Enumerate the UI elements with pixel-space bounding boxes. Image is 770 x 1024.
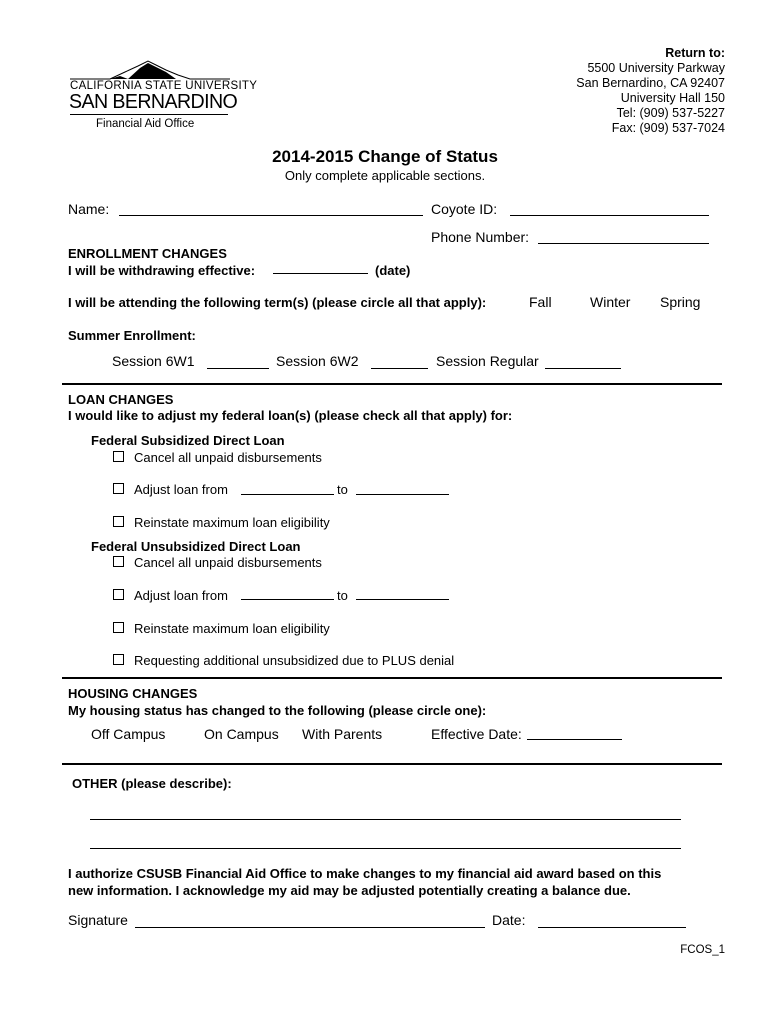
name-field[interactable] [119,215,423,216]
checkbox[interactable] [113,622,124,633]
form-code: FCOS_1 [680,944,725,956]
coyote-id-field[interactable] [510,215,709,216]
date-hint: (date) [375,263,411,278]
checkbox[interactable] [113,589,124,600]
enrollment-heading: ENROLLMENT CHANGES [68,246,227,261]
term-fall[interactable]: Fall [529,294,552,310]
withdraw-date-field[interactable] [273,273,368,274]
logo-line-3: Financial Aid Office [96,118,195,130]
summer-label: Summer Enrollment: [68,328,196,343]
checkbox[interactable] [113,516,124,527]
return-to-label: Return to: [665,46,725,60]
authorize-line-2: new information. I acknowledge my aid may be adjusted potentially creating a balance due. [68,883,631,898]
housing-heading: HOUSING CHANGES [68,686,198,701]
session-6w2-field[interactable] [371,368,428,369]
session-regular-field[interactable] [545,368,621,369]
session-6w1-label: Session 6W1 [112,353,195,369]
term-winter[interactable]: Winter [590,294,631,310]
signature-date-label: Date: [492,912,526,928]
section-divider [62,383,722,385]
housing-on-campus[interactable]: On Campus [204,726,279,742]
page-subtitle: Only complete applicable sections. [284,168,486,183]
housing-off-campus[interactable]: Off Campus [91,726,166,742]
session-6w2-label: Session 6W2 [276,353,359,369]
unsub-reinstate-label: Reinstate maximum loan eligibility [134,621,330,636]
checkbox[interactable] [113,451,124,462]
plus-denial-option[interactable] [113,653,454,668]
section-divider [62,763,722,765]
plus-denial-label: Requesting additional unsubsidized due to PLUS denial [134,653,455,668]
signature-date-field[interactable] [538,927,686,928]
unsub-to-label: to [337,588,348,603]
sub-adjust-to-field[interactable] [356,494,449,495]
coyote-id-label: Coyote ID: [431,201,498,217]
signature-field[interactable] [135,927,485,928]
loan-intro: I would like to adjust my federal loan(s) (please check all that apply) for: [68,408,513,423]
sub-reinstate-option[interactable] [113,515,330,530]
logo-line-2: SAN BERNARDINO [69,91,238,113]
unsub-adjust-label: Adjust loan from [134,588,228,603]
unsubsidized-heading: Federal Unsubsidized Direct Loan [91,539,301,554]
sub-cancel-label: Cancel all unpaid disbursements [134,450,322,465]
phone-label: Phone Number: [431,229,530,245]
unsub-cancel-option[interactable] [113,555,322,570]
sub-adjust-label: Adjust loan from [134,482,228,497]
unsub-adjust-from-field[interactable] [241,599,334,600]
sub-adjust-from-field[interactable] [241,494,334,495]
session-6w1-field[interactable] [207,368,269,369]
housing-intro: My housing status has changed to the following (please circle one): [68,703,487,718]
authorize-line-1: I authorize CSUSB Financial Aid Office to make changes to my financial aid award based on this [68,866,662,881]
return-to-line: Fax: (909) 537-7024 [611,121,725,135]
attending-label: I will be attending the following term(s) (please circle all that apply): [68,295,487,310]
unsub-adjust-option[interactable] [113,588,228,603]
withdraw-label: I will be withdrawing effective: [68,263,256,278]
sub-reinstate-label: Reinstate maximum loan eligibility [134,515,330,530]
housing-with-parents[interactable]: With Parents [302,726,383,742]
return-to-line: San Bernardino, CA 92407 [576,76,725,90]
unsub-adjust-to-field[interactable] [356,599,449,600]
other-line-1[interactable] [90,819,681,820]
checkbox[interactable] [113,483,124,494]
checkbox[interactable] [113,556,124,567]
return-to-line: 5500 University Parkway [587,61,725,75]
sub-to-label: to [337,482,348,497]
loan-heading: LOAN CHANGES [68,392,174,407]
subsidized-heading: Federal Subsidized Direct Loan [91,433,285,448]
effective-date-field[interactable] [527,739,622,740]
return-to-line: Tel: (909) 537-5227 [616,106,725,120]
effective-date-label: Effective Date: [431,726,522,742]
page-title: 2014-2015 Change of Status [272,147,498,166]
other-line-2[interactable] [90,848,681,849]
logo-line-1: CALIFORNIA STATE UNIVERSITY [70,80,258,92]
section-divider [62,677,722,679]
phone-field[interactable] [538,243,709,244]
other-heading: OTHER (please describe): [72,776,232,791]
mountain-icon [70,58,230,80]
checkbox[interactable] [113,654,124,665]
unsub-cancel-label: Cancel all unpaid disbursements [134,555,322,570]
term-spring[interactable]: Spring [660,294,701,310]
logo-divider [70,114,228,115]
sub-cancel-option[interactable] [113,450,322,465]
session-regular-label: Session Regular [436,353,539,369]
sub-adjust-option[interactable] [113,482,228,497]
name-label: Name: [68,201,110,217]
unsub-reinstate-option[interactable] [113,621,330,636]
return-to-line: University Hall 150 [620,91,725,105]
signature-label: Signature [68,912,128,928]
